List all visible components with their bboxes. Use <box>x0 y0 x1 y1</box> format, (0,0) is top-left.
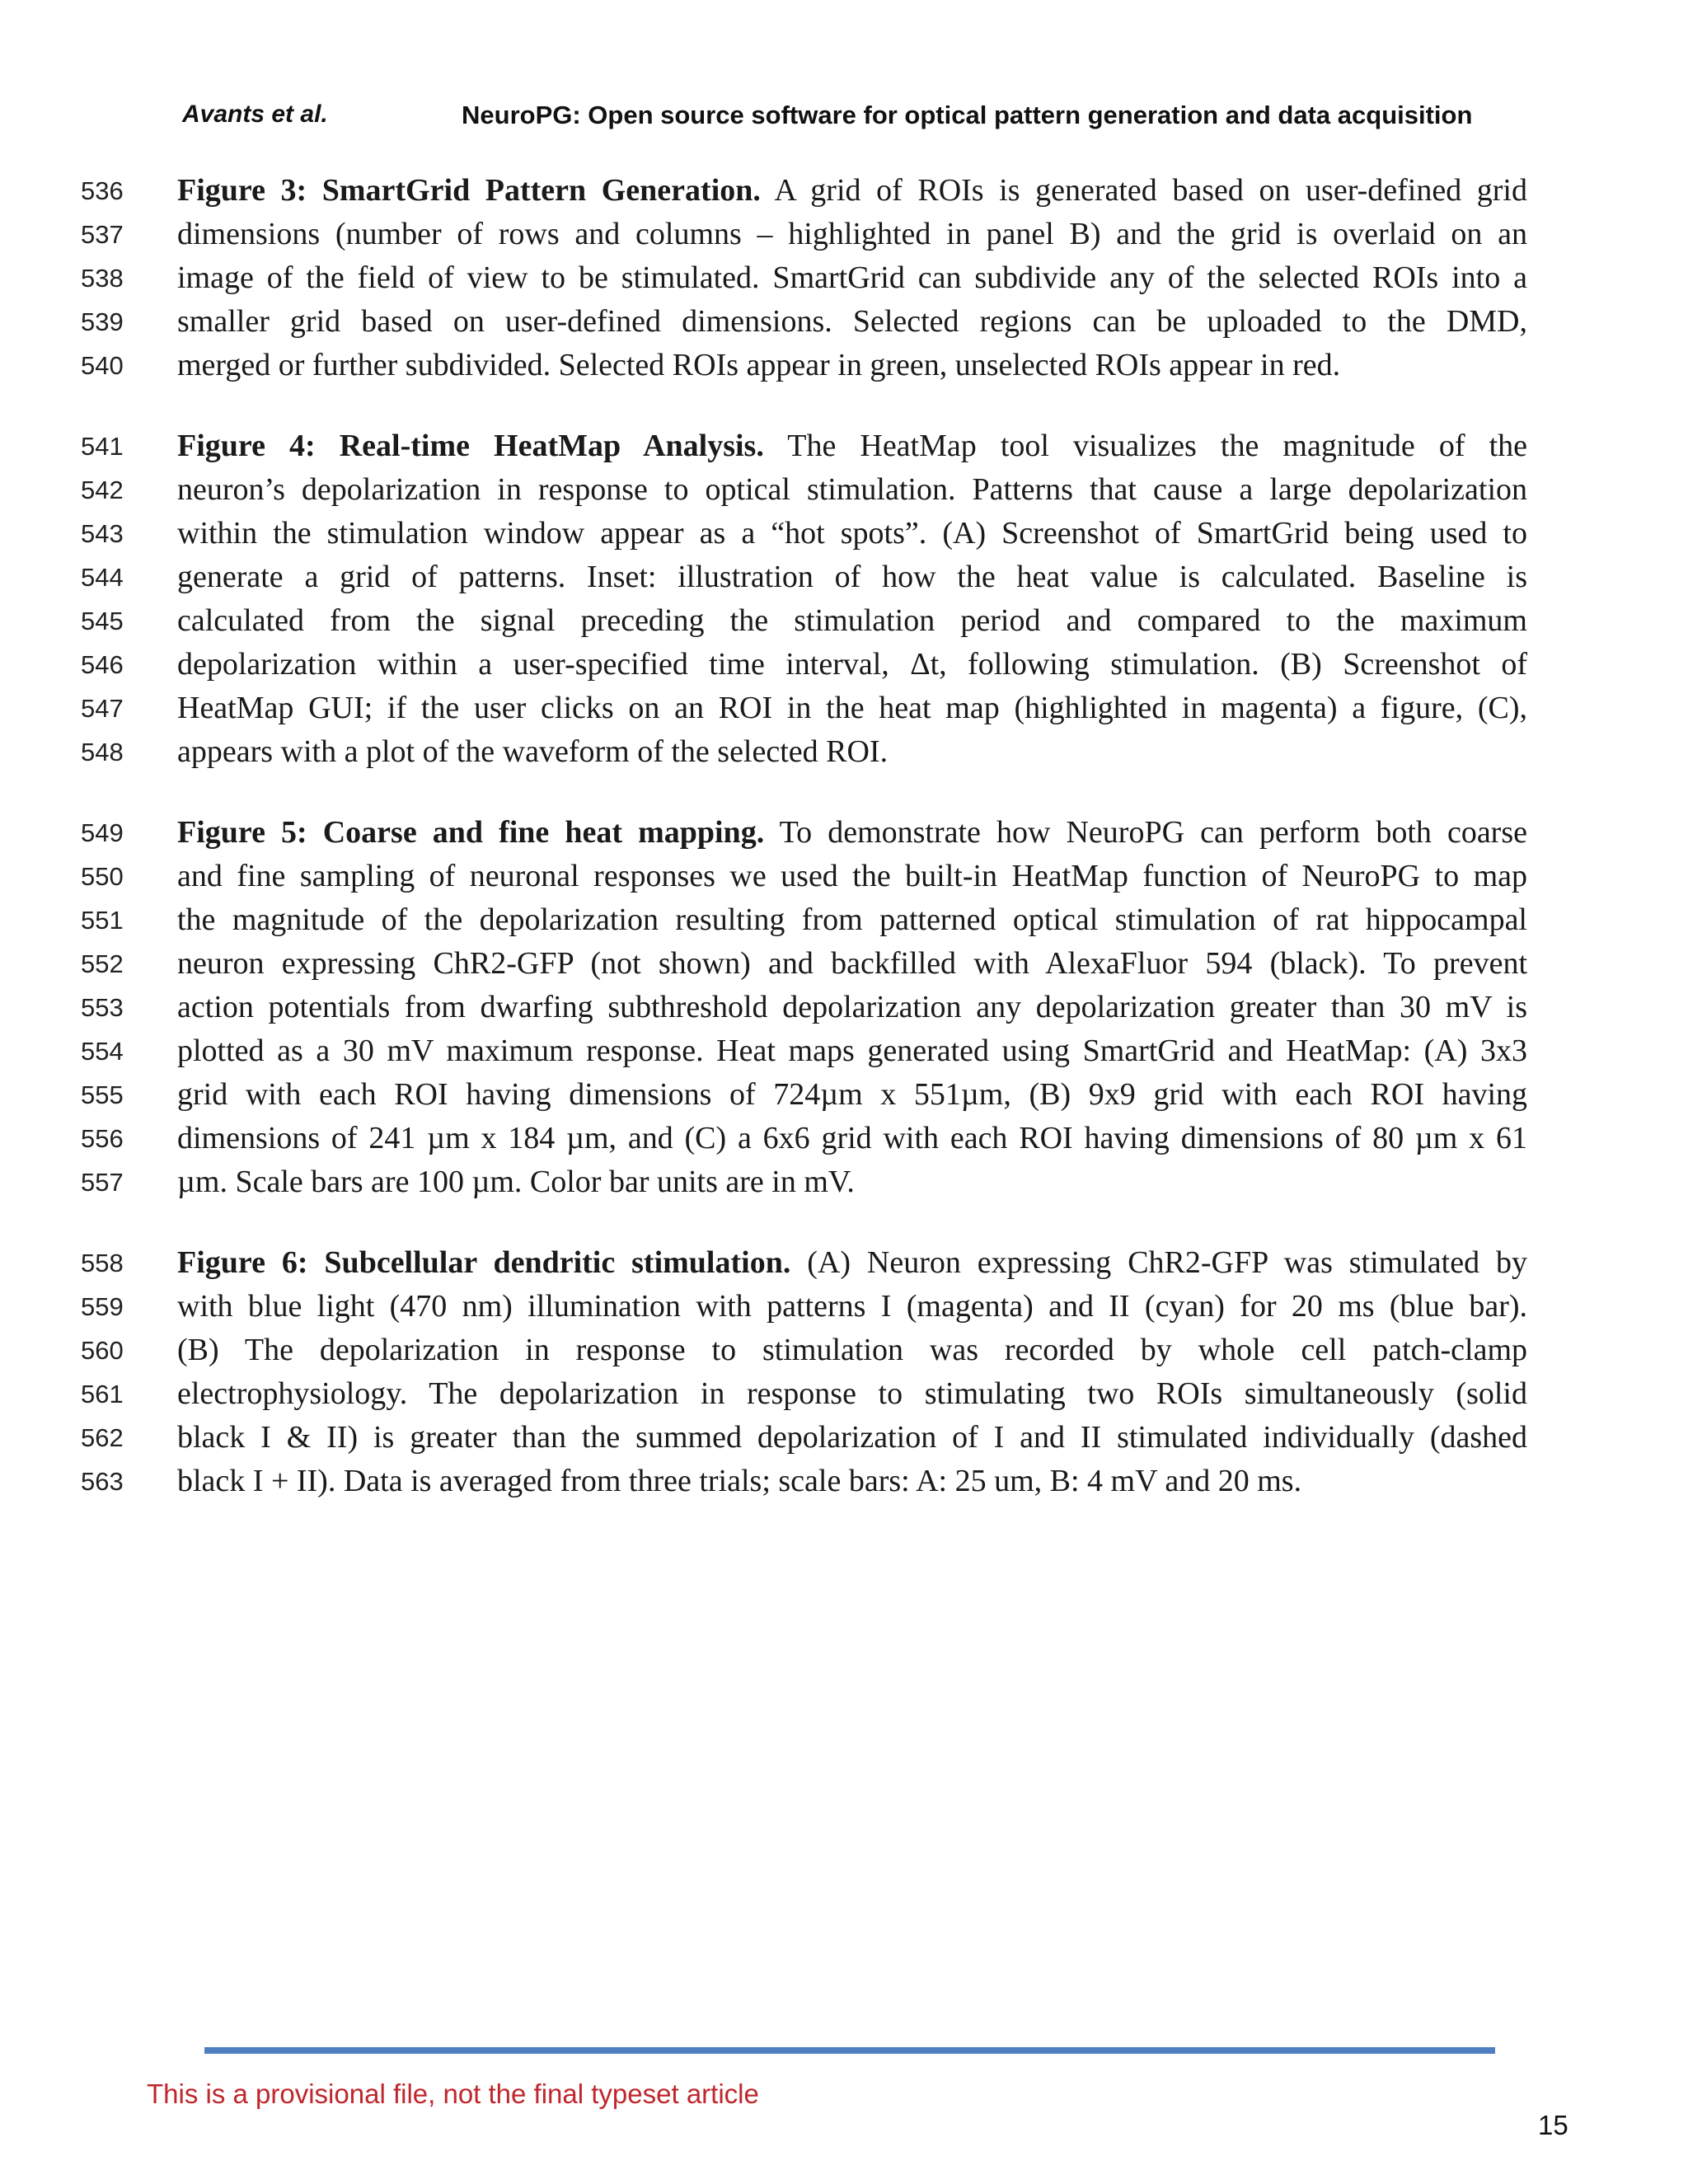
line-body: calculated from the signal preceding the stimulation period and compared to the maximum <box>177 603 1527 638</box>
line-number: 562 <box>81 1423 124 1452</box>
figure-legend-paragraph <box>0 424 1688 774</box>
text-line <box>0 1117 1688 1160</box>
line-number: 550 <box>81 862 124 891</box>
line-body: and fine sampling of neuronal responses we used the built-in HeatMap function of NeuroPG to map <box>177 859 1527 893</box>
text-line <box>0 1460 1688 1503</box>
line-body: with blue light (470 nm) illumination with patterns I (magenta) and II (cyan) for 20 ms (blue bar). <box>177 1289 1527 1324</box>
line-number: 536 <box>81 176 124 205</box>
text-line <box>0 730 1688 774</box>
text-line <box>0 1285 1688 1329</box>
line-number: 552 <box>81 949 124 978</box>
line-body: (A) Neuron expressing ChR2-GFP was stimulated by <box>790 1245 1527 1280</box>
text-line <box>0 1160 1688 1204</box>
line-body: The HeatMap tool visualizes the magnitude of the <box>763 429 1527 463</box>
line-body: the magnitude of the depolarization resulting from patterned optical stimulation of rat hippocampal <box>177 902 1527 937</box>
line-text <box>177 1416 1527 1460</box>
line-number: 539 <box>81 307 124 336</box>
line-body: A grid of ROIs is generated based on user-defined grid <box>760 173 1527 208</box>
line-number: 555 <box>81 1080 124 1109</box>
line-number: 556 <box>81 1124 124 1153</box>
text-line <box>0 344 1688 387</box>
line-number: 538 <box>81 264 124 293</box>
text-line <box>0 898 1688 942</box>
line-text <box>177 1160 1527 1204</box>
provisional-notice: This is a provisional file, not the final typeset article <box>147 2079 759 2109</box>
text-line <box>0 300 1688 344</box>
text-line <box>0 599 1688 643</box>
line-body: neuron’s depolarization in response to optical stimulation. Patterns that cause a large depolarization <box>177 472 1527 507</box>
line-text <box>177 1460 1527 1503</box>
line-number: 558 <box>81 1249 124 1277</box>
line-number: 537 <box>81 220 124 249</box>
line-text <box>177 898 1527 942</box>
line-text <box>177 942 1527 986</box>
line-body: image of the field of view to be stimulated. SmartGrid can subdivide any of the selected ROIs into a <box>177 260 1527 295</box>
line-text <box>177 811 1527 855</box>
page-number: 15 <box>1538 2110 1568 2140</box>
line-text <box>177 730 1527 774</box>
line-text <box>177 213 1527 256</box>
line-text <box>177 300 1527 344</box>
line-body: neuron expressing ChR2-GFP (not shown) and backfilled with AlexaFluor 594 (black). To prevent <box>177 946 1527 981</box>
figure-legend-paragraph <box>0 169 1688 387</box>
line-body: (B) The depolarization in response to stimulation was recorded by whole cell patch-clamp <box>177 1333 1527 1367</box>
line-body: depolarization within a user-specified time interval, Δt, following stimulation. (B) Screenshot of <box>177 647 1527 682</box>
text-line <box>0 1241 1688 1285</box>
line-number: 547 <box>81 694 124 723</box>
text-line <box>0 468 1688 512</box>
line-text <box>177 468 1527 512</box>
text-line <box>0 986 1688 1029</box>
line-number: 540 <box>81 351 124 380</box>
line-number: 541 <box>81 432 124 461</box>
line-text <box>177 599 1527 643</box>
line-body: HeatMap GUI; if the user clicks on an ROI in the heat map (highlighted in magenta) a figure, (C), <box>177 691 1527 725</box>
figure-title: Figure 4: Real-time HeatMap Analysis. <box>177 429 764 463</box>
text-line <box>0 169 1688 213</box>
line-number: 543 <box>81 519 124 548</box>
text-line <box>0 687 1688 730</box>
text-line <box>0 1073 1688 1117</box>
header-authors: Avants et al. <box>182 101 328 128</box>
text-line <box>0 643 1688 687</box>
line-body: generate a grid of patterns. Inset: illustration of how the heat value is calculated. Baseline is <box>177 560 1527 594</box>
text-line <box>0 555 1688 599</box>
line-number: 559 <box>81 1292 124 1321</box>
text-line <box>0 213 1688 256</box>
line-body: smaller grid based on user-defined dimensions. Selected regions can be uploaded to the DMD, <box>177 304 1527 339</box>
line-body: dimensions (number of rows and columns – highlighted in panel B) and the grid is overlaid on an <box>177 217 1527 251</box>
text-line <box>0 424 1688 468</box>
figure-title: Figure 3: SmartGrid Pattern Generation. <box>177 173 761 208</box>
line-body: plotted as a 30 mV maximum response. Heat maps generated using SmartGrid and HeatMap: (A) 3x3 <box>177 1033 1527 1068</box>
line-body: black I + II). Data is averaged from three trials; scale bars: A: 25 um, B: 4 mV and 20 ms. <box>177 1464 1302 1498</box>
text-line <box>0 1329 1688 1372</box>
line-text <box>177 169 1527 213</box>
running-header <box>0 101 1688 137</box>
line-number: 554 <box>81 1037 124 1066</box>
line-body: within the stimulation window appear as a “hot spots”. (A) Screenshot of SmartGrid being used to <box>177 516 1527 551</box>
line-number: 545 <box>81 607 124 635</box>
line-text <box>177 344 1527 387</box>
line-text <box>177 555 1527 599</box>
line-text <box>177 986 1527 1029</box>
line-text <box>177 512 1527 555</box>
line-number: 563 <box>81 1467 124 1496</box>
line-text <box>177 1329 1527 1372</box>
line-number: 544 <box>81 563 124 592</box>
line-text <box>177 1117 1527 1160</box>
line-body: dimensions of 241 µm x 184 µm, and (C) a 6x6 grid with each ROI having dimensions of 80 µm x 61 <box>177 1121 1527 1155</box>
line-text <box>177 1285 1527 1329</box>
text-line <box>0 1372 1688 1416</box>
line-text <box>177 1029 1527 1073</box>
line-text <box>177 855 1527 898</box>
line-number: 551 <box>81 906 124 935</box>
line-body: electrophysiology. The depolarization in response to stimulating two ROIs simultaneously (solid <box>177 1376 1527 1411</box>
line-number: 546 <box>81 650 124 679</box>
text-line <box>0 855 1688 898</box>
text-line <box>0 1416 1688 1460</box>
text-line <box>0 811 1688 855</box>
line-text <box>177 1073 1527 1117</box>
line-body: To demonstrate how NeuroPG can perform both coarse <box>764 815 1527 850</box>
figure-legend-paragraph <box>0 811 1688 1204</box>
header-title: NeuroPG: Open source software for optical pattern generation and data acquisition <box>462 101 1473 129</box>
line-number: 542 <box>81 476 124 504</box>
text-line <box>0 942 1688 986</box>
line-number: 557 <box>81 1168 124 1197</box>
line-number: 548 <box>81 738 124 766</box>
line-number: 560 <box>81 1336 124 1365</box>
line-text <box>177 1372 1527 1416</box>
line-number: 553 <box>81 993 124 1022</box>
line-body: grid with each ROI having dimensions of 724µm x 551µm, (B) 9x9 grid with each ROI having <box>177 1077 1527 1112</box>
footer-rule <box>204 2047 1495 2054</box>
line-body: merged or further subdivided. Selected ROIs appear in green, unselected ROIs appear in red. <box>177 348 1341 382</box>
figure-title: Figure 5: Coarse and fine heat mapping. <box>177 815 765 850</box>
line-text <box>177 1241 1527 1285</box>
text-line <box>0 1029 1688 1073</box>
text-line <box>0 512 1688 555</box>
figure-title: Figure 6: Subcellular dendritic stimulation. <box>177 1245 791 1280</box>
line-body: action potentials from dwarfing subthreshold depolarization any depolarization greater than 30 mV is <box>177 990 1527 1024</box>
figure-legends <box>0 169 1688 1540</box>
text-line <box>0 256 1688 300</box>
line-number: 561 <box>81 1380 124 1408</box>
line-number: 549 <box>81 818 124 847</box>
line-body: black I & II) is greater than the summed depolarization of I and II stimulated individually (dashed <box>177 1420 1527 1455</box>
line-text <box>177 424 1527 468</box>
line-text <box>177 256 1527 300</box>
line-text <box>177 687 1527 730</box>
line-body: appears with a plot of the waveform of the selected ROI. <box>177 734 889 769</box>
line-text <box>177 643 1527 687</box>
figure-legend-paragraph <box>0 1241 1688 1503</box>
line-body: µm. Scale bars are 100 µm. Color bar units are in mV. <box>177 1165 855 1199</box>
